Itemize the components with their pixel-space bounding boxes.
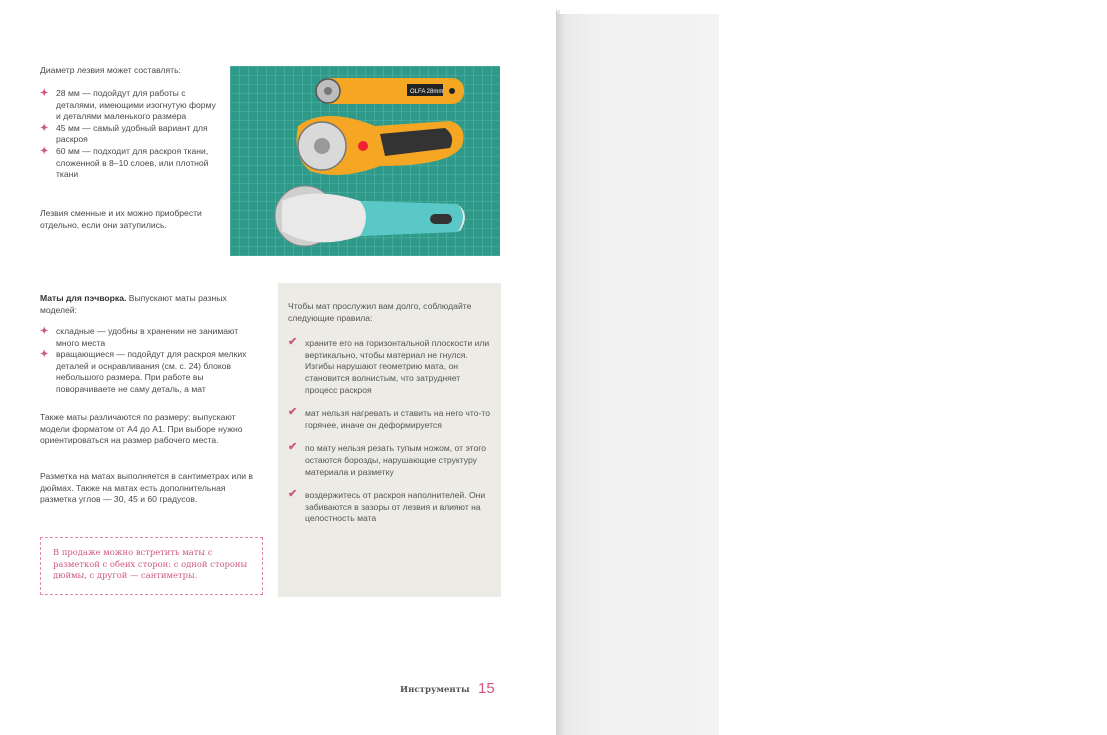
blade-note: Лезвия сменные и их можно приобрести отдельно, если они затупились.	[40, 208, 202, 230]
rules-box	[278, 283, 501, 597]
list-item: ✔ храните его на горизонтальной плоскости или вертикально, чтобы материал не гнулся. Изгибы нарушают геометрию мата, он становится волнистым, что затрудняет процесс раскроя	[288, 336, 490, 395]
blade-list	[40, 88, 220, 181]
list-item: ✔ воздержитесь от раскроя наполнителей. Они забиваются в зазоры от лезвия и влияют на целостность мата	[288, 488, 486, 524]
plus-bullet-icon: ✦	[40, 349, 49, 361]
rules-intro: Чтобы мат прослужил вам долго, соблюдайте следующие правила:	[288, 301, 472, 323]
mats-list	[40, 326, 262, 396]
list-item: ✦ 45 мм — самый удобный вариант для раскроя	[40, 122, 208, 145]
check-icon: ✔	[288, 488, 298, 501]
page-number: 15	[478, 680, 495, 697]
cutters-illustration	[230, 66, 500, 256]
check-icon: ✔	[288, 336, 298, 349]
mats-sizes: Также маты различаются по размеру: выпускают модели форматом от А4 до А1. При выборе нужно ориентироваться на размер рабочего места.	[40, 412, 243, 446]
mats-intro	[40, 293, 260, 316]
plus-bullet-icon: ✦	[40, 326, 49, 337]
list-item: ✔ по мату нельзя резать тупым ножом, от этого остаются борозды, нарушающие структуру материала и разметку	[288, 441, 487, 477]
list-item: ✦ складные — удобны в хранении не занимают много места	[40, 326, 239, 348]
cutter-label: OLFA 28mm	[410, 89, 444, 95]
plus-bullet-icon: ✦	[40, 145, 49, 157]
list-item: ✦ 60 мм — подходит для раскроя ткани, сложенной в 8–10 слоев, или плотной ткани	[40, 145, 209, 180]
rotary-cutters-photo	[230, 66, 500, 256]
mats-markings: Разметка на матах выполняется в сантиметрах или в дюймах. Также на матах есть дополнительная разметка углов — 30, 45 и 60 градусов.	[40, 471, 253, 505]
plus-bullet-icon: ✦	[40, 122, 49, 134]
check-icon: ✔	[288, 441, 298, 454]
small-rotary-cutter	[316, 78, 464, 104]
callout-note: В продаже можно встретить маты с разметкой с обеих сторон: с одной стороны дюймы, с другой — сантиметры.	[40, 537, 263, 595]
rules-list	[288, 338, 494, 525]
blade-intro: Диаметр лезвия может составлять:	[40, 65, 181, 75]
plus-bullet-icon: ✦	[40, 88, 49, 99]
rules-content	[288, 301, 494, 537]
mats-heading-rest: Выпускают маты разных моделей:	[40, 293, 227, 315]
next-page	[556, 14, 719, 735]
check-icon: ✔	[288, 406, 298, 419]
list-item: ✦ 28 мм — подойдут для работы с деталями, имеющими изогнутую форму и деталями маленького размера	[40, 88, 216, 122]
list-item: ✦ вращающиеся — подойдут для раскроя мелких деталей и оснравливания (см. с. 24) блоков небольшого размера. При работе вы поворачиваете не саму деталь, а мат	[40, 349, 247, 394]
mats-heading: Маты для пэчворка.	[40, 293, 127, 303]
section-title: Инструменты	[400, 685, 470, 695]
list-item: ✔ мат нельзя нагревать и ставить на него что-то горячее, иначе он деформируется	[288, 406, 491, 430]
